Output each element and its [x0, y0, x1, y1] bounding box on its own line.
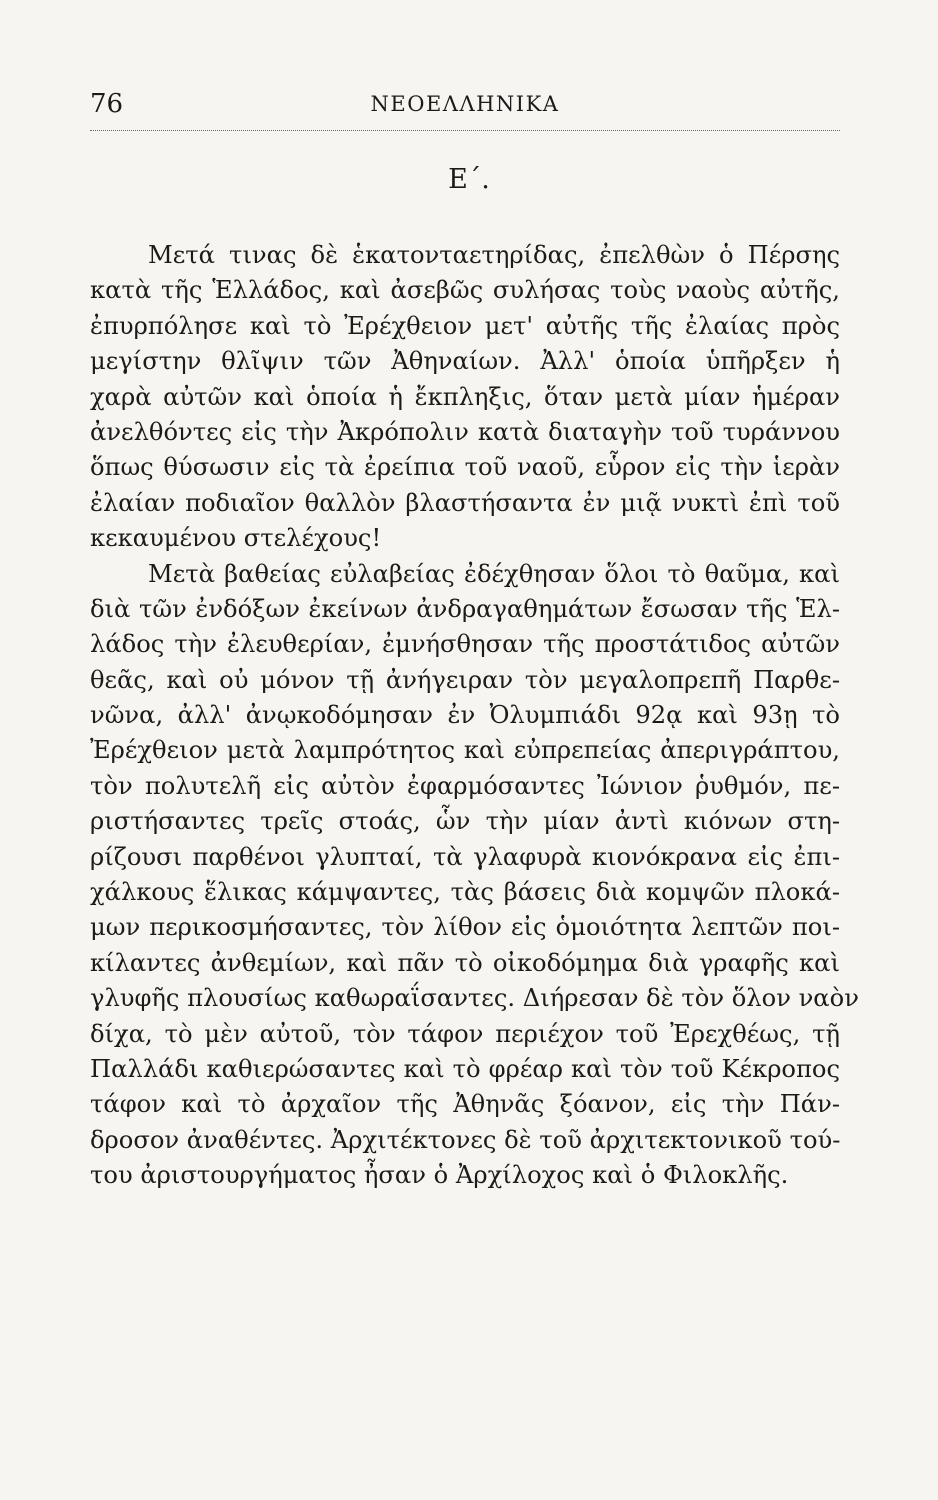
text-line: Ἐρέχθειον μετὰ λαμπρότητος καὶ εὐπρεπείας ἀπεριγράπτου,: [90, 736, 840, 765]
text-line: ριστήσαντες τρεῖς στοάς, ὧν τὴν μίαν ἀντὶ κιόνων στη-: [90, 807, 840, 836]
text-line: ὅπως θύσωσιν εἰς τὰ ἐρείπια τοῦ ναοῦ, εὗρον εἰς τὴν ἱερὰν: [90, 453, 840, 482]
text-line: νῶνα, ἀλλ' ἀνῳκοδόμησαν ἐν Ὀλυμπιάδι 92ᾳ καὶ 93ῃ τὸ: [90, 701, 840, 730]
text-line: κατὰ τῆς Ἑλλάδος, καὶ ἀσεβῶς συλήσας τοὺς ναοὺς αὐτῆς,: [90, 276, 840, 305]
text-line: χάλκους ἕλικας κάμψαντες, τὰς βάσεις διὰ κομψῶν πλοκά-: [90, 878, 840, 907]
text-line: Μετὰ βαθείας εὐλαβείας ἐδέχθησαν ὅλοι τὸ θαῦμα, καὶ: [148, 559, 840, 588]
header-rule: [90, 130, 840, 131]
text-line: χαρὰ αὐτῶν καὶ ὁποία ἡ ἔκπληξις, ὅταν μετὰ μίαν ἡμέραν: [90, 382, 840, 411]
text-line: μων περικοσμήσαντες, τὸν λίθον εἰς ὁμοιότητα λεπτῶν ποι-: [90, 913, 840, 942]
text-line: κίλαντες ἀνθεμίων, καὶ πᾶν τὸ οἰκοδόμημα διὰ γραφῆς καὶ: [90, 948, 840, 977]
text-line: λάδος τὴν ἐλευθερίαν, ἐμνήσθησαν τῆς προστάτιδος αὐτῶν: [90, 630, 840, 659]
text-line: διὰ τῶν ἐνδόξων ἐκείνων ἀνδραγαθημάτων ἔσωσαν τῆς Ἑλ-: [90, 594, 840, 623]
body-text: [90, 238, 859, 1194]
running-title: ΝΕΟΕΛΛΗΝΙΚΑ: [370, 92, 560, 116]
text-line: ρίζουσι παρθένοι γλυπταί, τὰ γλαφυρὰ κιονόκρανα εἰς ἐπι-: [90, 842, 840, 871]
section-heading: Ε΄.: [448, 164, 490, 195]
text-line: του ἀριστουργήματος ἦσαν ὁ Ἀρχίλοχος καὶ ὁ Φιλοκλῆς.: [90, 1161, 789, 1190]
text-line: ἐλαίαν ποδιαῖον θαλλὸν βλαστήσαντα ἐν μιᾷ νυκτὶ ἐπὶ τοῦ: [90, 488, 840, 517]
text-line: δροσον ἀναθέντες. Ἀρχιτέκτονες δὲ τοῦ ἀρχιτεκτονικοῦ τού-: [90, 1125, 841, 1154]
text-line: δίχα, τὸ μὲν αὐτοῦ, τὸν τάφον περιέχον τοῦ Ἐρεχθέως, τῇ: [90, 1019, 840, 1048]
page-number: 76: [90, 89, 124, 119]
text-line: ἀνελθόντες εἰς τὴν Ἀκρόπολιν κατὰ διαταγὴν τοῦ τυράννου: [90, 417, 840, 446]
text-line: θεᾶς, καὶ οὐ μόνον τῇ ἀνήγειραν τὸν μεγαλοπρεπῆ Παρθε-: [90, 665, 840, 694]
paragraph-2: [90, 557, 859, 1194]
text-line: Παλλάδι καθιερώσαντες καὶ τὸ φρέαρ καὶ τὸν τοῦ Κέκροπος: [90, 1054, 840, 1083]
text-line: τάφον καὶ τὸ ἀρχαῖον τῆς Ἀθηνᾶς ξόανον, εἰς τὴν Πάν-: [90, 1090, 840, 1119]
text-line: κεκαυμένου στελέχους!: [90, 524, 382, 553]
text-line: τὸν πολυτελῆ εἰς αὐτὸν ἐφαρμόσαντες Ἰώνιον ῥυθμόν, πε-: [90, 771, 840, 800]
text-line: γλυφῆς πλουσίως καθωραΐσαντες. Διήρεσαν δὲ τὸν ὅλον ναὸν: [90, 984, 859, 1013]
text-line: ἐπυρπόλησε καὶ τὸ Ἐρέχθειον μετ' αὐτῆς τῆς ἐλαίας πρὸς: [90, 311, 840, 340]
running-head: [90, 84, 840, 124]
text-line: Μετά τινας δὲ ἑκατονταετηρίδας, ἐπελθὼν ὁ Πέρσης: [148, 241, 840, 269]
text-line: μεγίστην θλῖψιν τῶν Ἀθηναίων. Ἀλλ' ὁποία ὑπῆρξεν ἡ: [90, 347, 840, 376]
paragraph-1: [90, 238, 840, 557]
